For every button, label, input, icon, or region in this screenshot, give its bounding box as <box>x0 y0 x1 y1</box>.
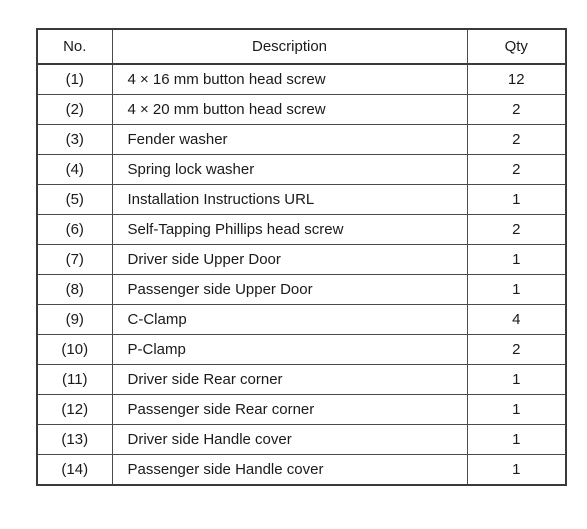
row-quantity: 1 <box>467 395 566 425</box>
row-description: 4 × 16 mm button head screw <box>112 64 467 95</box>
row-quantity: 1 <box>467 425 566 455</box>
row-description: P-Clamp <box>112 335 467 365</box>
row-number: (5) <box>37 185 112 215</box>
table-body <box>37 64 566 485</box>
row-number: (10) <box>37 335 112 365</box>
row-quantity: 12 <box>467 64 566 95</box>
table-row <box>37 64 566 95</box>
row-quantity: 1 <box>467 185 566 215</box>
row-number: (9) <box>37 305 112 335</box>
row-quantity: 2 <box>467 215 566 245</box>
row-description: Passenger side Upper Door <box>112 275 467 305</box>
row-description: Driver side Rear corner <box>112 365 467 395</box>
table-row <box>37 305 566 335</box>
header-row <box>37 29 566 64</box>
parts-table <box>36 28 567 486</box>
table-row <box>37 125 566 155</box>
row-quantity: 4 <box>467 305 566 335</box>
header-qty: Qty <box>467 29 566 64</box>
row-quantity: 2 <box>467 95 566 125</box>
table-row <box>37 395 566 425</box>
row-description: Passenger side Handle cover <box>112 455 467 486</box>
row-number: (1) <box>37 64 112 95</box>
table-row <box>37 335 566 365</box>
row-description: Self-Tapping Phillips head screw <box>112 215 467 245</box>
row-number: (3) <box>37 125 112 155</box>
row-quantity: 1 <box>467 245 566 275</box>
row-description: Passenger side Rear corner <box>112 395 467 425</box>
header-no: No. <box>37 29 112 64</box>
table-row <box>37 215 566 245</box>
row-description: 4 × 20 mm button head screw <box>112 95 467 125</box>
row-quantity: 2 <box>467 125 566 155</box>
table-row <box>37 275 566 305</box>
row-number: (4) <box>37 155 112 185</box>
row-number: (11) <box>37 365 112 395</box>
row-number: (8) <box>37 275 112 305</box>
row-description: Driver side Handle cover <box>112 425 467 455</box>
row-quantity: 2 <box>467 155 566 185</box>
table-row <box>37 455 566 486</box>
row-description: Fender washer <box>112 125 467 155</box>
row-quantity: 1 <box>467 275 566 305</box>
row-description: Driver side Upper Door <box>112 245 467 275</box>
table-row <box>37 95 566 125</box>
table-row <box>37 425 566 455</box>
row-number: (13) <box>37 425 112 455</box>
table-header <box>37 29 566 64</box>
row-number: (2) <box>37 95 112 125</box>
row-quantity: 2 <box>467 335 566 365</box>
row-number: (12) <box>37 395 112 425</box>
table-row <box>37 155 566 185</box>
row-description: Spring lock washer <box>112 155 467 185</box>
row-description: C-Clamp <box>112 305 467 335</box>
row-number: (7) <box>37 245 112 275</box>
row-description: Installation Instructions URL <box>112 185 467 215</box>
table-row <box>37 245 566 275</box>
row-quantity: 1 <box>467 365 566 395</box>
row-quantity: 1 <box>467 455 566 486</box>
row-number: (14) <box>37 455 112 486</box>
header-description: Description <box>112 29 467 64</box>
row-number: (6) <box>37 215 112 245</box>
table-row <box>37 185 566 215</box>
table-row <box>37 365 566 395</box>
